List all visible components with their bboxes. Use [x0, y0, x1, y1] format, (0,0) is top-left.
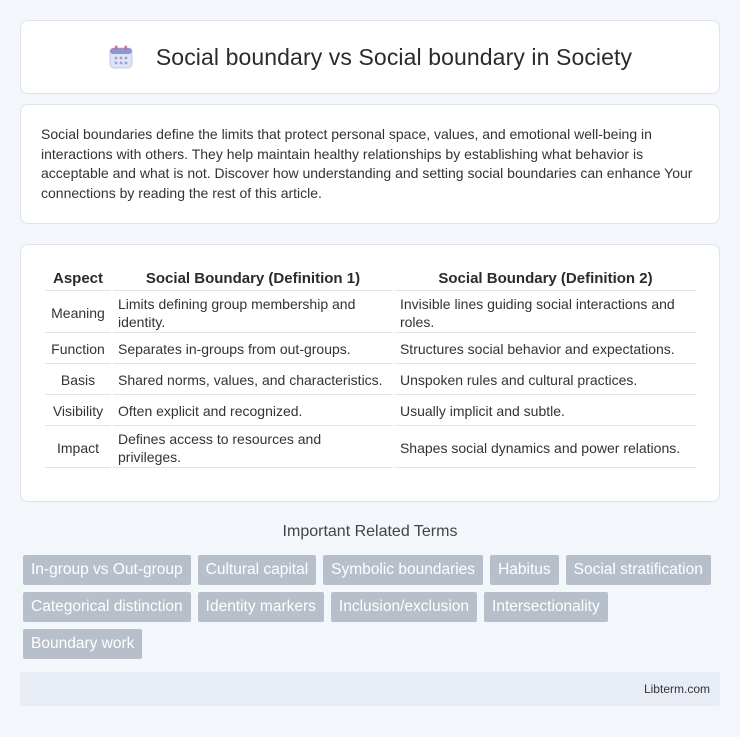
row-definition-1: Shared norms, values, and characteristics.: [113, 366, 393, 395]
page-title: Social boundary vs Social boundary in Society: [155, 43, 633, 70]
table-row: [45, 335, 696, 364]
table-row: [45, 428, 696, 468]
row-definition-2: Structures social behavior and expectations.: [395, 335, 696, 364]
intro-paragraph: Social boundaries define the limits that protect personal space, values, and emotional well-being in interactions with others. They help maintain healthy relationships by establishing what behavior is acceptable and what is not. Discover how understanding and setting social boundaries can enhance Your connections by reading the rest of this article.: [41, 126, 693, 201]
row-aspect: Basis: [45, 366, 111, 395]
related-term-tag[interactable]: Symbolic boundaries: [323, 555, 483, 585]
related-term-tag[interactable]: Boundary work: [23, 629, 142, 659]
header-definition-1: Social Boundary (Definition 1): [113, 267, 393, 291]
related-term-tag[interactable]: Identity markers: [198, 592, 324, 622]
comparison-table-card: [20, 244, 720, 502]
intro-card: [20, 104, 720, 224]
row-definition-1: Separates in-groups from out-groups.: [113, 335, 393, 364]
related-term-tag[interactable]: Social stratification: [566, 555, 711, 585]
table-row: [45, 397, 696, 426]
row-aspect: Meaning: [45, 293, 111, 333]
comparison-table: [43, 265, 698, 470]
related-term-tag[interactable]: In-group vs Out-group: [23, 555, 191, 585]
title-card: [20, 20, 720, 94]
row-definition-1: Often explicit and recognized.: [113, 397, 393, 426]
row-definition-2: Unspoken rules and cultural practices.: [395, 366, 696, 395]
header-aspect: Aspect: [45, 267, 111, 291]
table-row: [45, 366, 696, 395]
row-definition-2: Invisible lines guiding social interactions and roles.: [395, 293, 696, 333]
row-definition-1: Limits defining group membership and identity.: [113, 293, 393, 333]
related-terms-title: Important Related Terms: [282, 523, 458, 540]
related-terms-tags: [23, 555, 723, 659]
row-definition-2: Shapes social dynamics and power relations.: [395, 428, 696, 468]
related-term-tag[interactable]: Inclusion/exclusion: [331, 592, 477, 622]
related-term-tag[interactable]: Cultural capital: [198, 555, 317, 585]
row-aspect: Visibility: [45, 397, 111, 426]
footer: [20, 672, 720, 706]
row-aspect: Function: [45, 335, 111, 364]
header-definition-2: Social Boundary (Definition 2): [395, 267, 696, 291]
footer-site-link[interactable]: Libterm.com: [643, 682, 710, 696]
related-term-tag[interactable]: Habitus: [490, 555, 559, 585]
calendar-icon: [108, 44, 134, 70]
table-row: [45, 293, 696, 333]
table-header-row: [45, 267, 696, 291]
related-term-tag[interactable]: Intersectionality: [484, 592, 608, 622]
row-definition-2: Usually implicit and subtle.: [395, 397, 696, 426]
row-aspect: Impact: [45, 428, 111, 468]
related-term-tag[interactable]: Categorical distinction: [23, 592, 191, 622]
row-definition-1: Defines access to resources and privileges.: [113, 428, 393, 468]
